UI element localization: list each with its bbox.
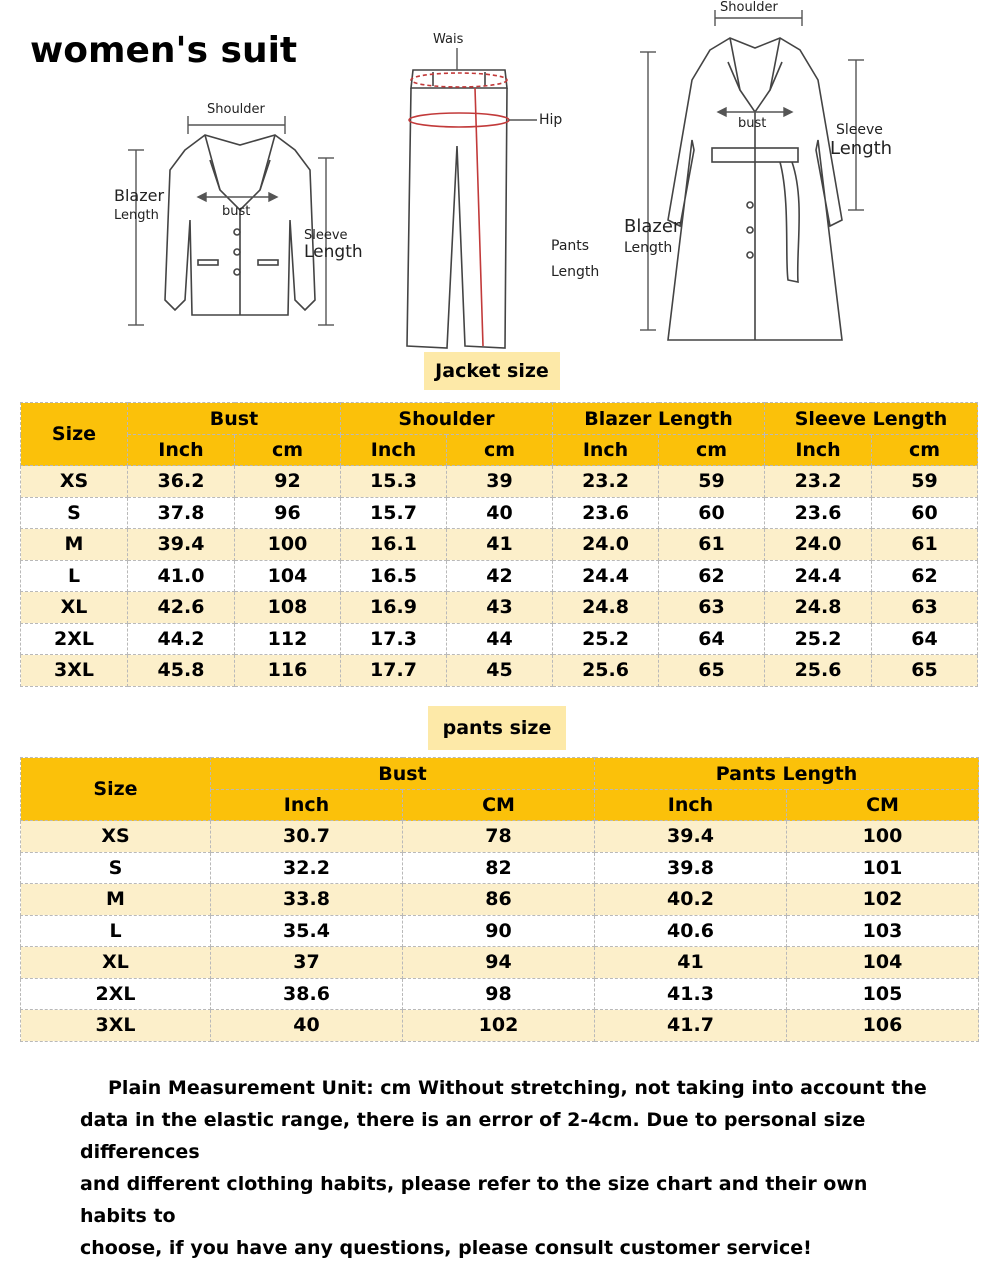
shoulder-header: Shoulder [341, 403, 553, 435]
value-cell: 15.3 [341, 466, 447, 498]
table-row [21, 821, 979, 853]
value-cell: 25.6 [765, 655, 872, 687]
value-cell: 39 [447, 466, 553, 498]
value-cell: 39.4 [595, 821, 787, 853]
value-cell: 23.6 [553, 497, 659, 529]
size-cell: S [21, 852, 211, 884]
sleeve-length-label-1: Sleeve [304, 228, 348, 243]
size-cell: M [21, 529, 128, 561]
unit-header: cm [235, 435, 341, 466]
value-cell: 30.7 [211, 821, 403, 853]
unit-header: CM [787, 790, 979, 821]
value-cell: 101 [787, 852, 979, 884]
size-cell: 3XL [21, 655, 128, 687]
value-cell: 45 [447, 655, 553, 687]
unit-header: cm [447, 435, 553, 466]
measurement-note [80, 1072, 940, 1264]
blazer-length-label-2: Length [114, 208, 159, 223]
table-row [21, 978, 979, 1010]
value-cell: 40.2 [595, 884, 787, 916]
value-cell: 25.6 [553, 655, 659, 687]
value-cell: 104 [787, 947, 979, 979]
value-cell: 65 [872, 655, 978, 687]
note-line: and different clothing habits, please refer to the size chart and their own habits to [80, 1173, 868, 1227]
value-cell: 63 [872, 592, 978, 624]
value-cell: 39.8 [595, 852, 787, 884]
unit-header: Inch [211, 790, 403, 821]
note-line: choose, if you have any questions, please consult customer service! [80, 1237, 812, 1259]
table-row [21, 915, 979, 947]
jacket-size-label: Jacket size [424, 352, 560, 390]
value-cell: 17.7 [341, 655, 447, 687]
value-cell: 86 [403, 884, 595, 916]
size-cell: 3XL [21, 1010, 211, 1042]
size-header: Size [21, 758, 211, 821]
value-cell: 16.9 [341, 592, 447, 624]
value-cell: 16.5 [341, 560, 447, 592]
bust-label: bust [222, 204, 251, 219]
coat-bust-label: bust [738, 116, 767, 131]
value-cell: 32.2 [211, 852, 403, 884]
size-cell: XL [21, 947, 211, 979]
sleeve-length-label-2: Length [304, 242, 363, 262]
unit-header: CM [403, 790, 595, 821]
blazer-diagram [110, 100, 370, 340]
value-cell: 64 [872, 623, 978, 655]
value-cell: 37.8 [128, 497, 235, 529]
value-cell: 41 [447, 529, 553, 561]
table-row [21, 529, 978, 561]
size-cell: S [21, 497, 128, 529]
value-cell: 104 [235, 560, 341, 592]
value-cell: 23.2 [553, 466, 659, 498]
value-cell: 64 [659, 623, 765, 655]
unit-header: Inch [341, 435, 447, 466]
pants-illustration [395, 28, 615, 358]
value-cell: 103 [787, 915, 979, 947]
value-cell: 105 [787, 978, 979, 1010]
sleeve-length-header: Sleeve Length [765, 403, 978, 435]
value-cell: 43 [447, 592, 553, 624]
size-cell: L [21, 915, 211, 947]
size-cell: XS [21, 821, 211, 853]
size-cell: M [21, 884, 211, 916]
note-line: Plain Measurement Unit: cm Without stretching, not taking into account the [108, 1077, 927, 1099]
size-cell: XS [21, 466, 128, 498]
size-cell: 2XL [21, 623, 128, 655]
value-cell: 23.6 [765, 497, 872, 529]
value-cell: 41 [595, 947, 787, 979]
value-cell: 25.2 [765, 623, 872, 655]
value-cell: 59 [872, 466, 978, 498]
coat-shoulder-label: Shoulder [720, 0, 778, 15]
value-cell: 112 [235, 623, 341, 655]
bust-header: Bust [211, 758, 595, 790]
pants-length-label-2: Length [551, 264, 600, 280]
size-cell: L [21, 560, 128, 592]
table-row [21, 560, 978, 592]
unit-header: cm [872, 435, 978, 466]
value-cell: 42 [447, 560, 553, 592]
value-cell: 33.8 [211, 884, 403, 916]
value-cell: 45.8 [128, 655, 235, 687]
value-cell: 78 [403, 821, 595, 853]
value-cell: 59 [659, 466, 765, 498]
pants-length-header: Pants Length [595, 758, 979, 790]
table-row [21, 655, 978, 687]
value-cell: 44 [447, 623, 553, 655]
value-cell: 25.2 [553, 623, 659, 655]
table-row [21, 592, 978, 624]
size-cell: XL [21, 592, 128, 624]
value-cell: 17.3 [341, 623, 447, 655]
coat-blazer-length-label-2: Length [624, 240, 673, 256]
unit-header: Inch [553, 435, 659, 466]
value-cell: 16.1 [341, 529, 447, 561]
value-cell: 23.2 [765, 466, 872, 498]
value-cell: 35.4 [211, 915, 403, 947]
value-cell: 41.7 [595, 1010, 787, 1042]
value-cell: 36.2 [128, 466, 235, 498]
value-cell: 41.3 [595, 978, 787, 1010]
unit-header: Inch [765, 435, 872, 466]
value-cell: 98 [403, 978, 595, 1010]
size-cell: 2XL [21, 978, 211, 1010]
value-cell: 96 [235, 497, 341, 529]
value-cell: 63 [659, 592, 765, 624]
note-line: data in the elastic range, there is an error of 2-4cm. Due to personal size differences [80, 1109, 866, 1163]
value-cell: 60 [659, 497, 765, 529]
value-cell: 24.0 [553, 529, 659, 561]
value-cell: 62 [659, 560, 765, 592]
value-cell: 100 [235, 529, 341, 561]
table-row [21, 884, 979, 916]
value-cell: 37 [211, 947, 403, 979]
bust-header: Bust [128, 403, 341, 435]
pants-size-label: pants size [428, 706, 566, 750]
value-cell: 62 [872, 560, 978, 592]
coat-diagram [620, 0, 893, 355]
value-cell: 15.7 [341, 497, 447, 529]
value-cell: 116 [235, 655, 341, 687]
table-row [21, 1010, 979, 1042]
value-cell: 61 [659, 529, 765, 561]
value-cell: 24.8 [553, 592, 659, 624]
value-cell: 24.0 [765, 529, 872, 561]
size-header: Size [21, 403, 128, 466]
jacket-size-table [20, 402, 978, 687]
coat-illustration [620, 0, 893, 355]
table-row [21, 947, 979, 979]
value-cell: 61 [872, 529, 978, 561]
unit-header: cm [659, 435, 765, 466]
value-cell: 90 [403, 915, 595, 947]
value-cell: 44.2 [128, 623, 235, 655]
blazer-length-header: Blazer Length [553, 403, 765, 435]
value-cell: 38.6 [211, 978, 403, 1010]
shoulder-label: Shoulder [207, 102, 265, 117]
value-cell: 40.6 [595, 915, 787, 947]
value-cell: 60 [872, 497, 978, 529]
coat-sleeve-length-label-1: Sleeve [836, 122, 883, 138]
hip-label: Hip [539, 112, 563, 128]
pants-size-table [20, 757, 979, 1042]
value-cell: 39.4 [128, 529, 235, 561]
table-row [21, 497, 978, 529]
page-title: women's suit [30, 30, 298, 71]
value-cell: 106 [787, 1010, 979, 1042]
value-cell: 94 [403, 947, 595, 979]
coat-sleeve-length-label-2: Length [830, 138, 893, 159]
value-cell: 82 [403, 852, 595, 884]
value-cell: 42.6 [128, 592, 235, 624]
pants-diagram [395, 28, 615, 358]
value-cell: 40 [211, 1010, 403, 1042]
value-cell: 41.0 [128, 560, 235, 592]
value-cell: 24.4 [765, 560, 872, 592]
table-row [21, 623, 978, 655]
value-cell: 40 [447, 497, 553, 529]
unit-header: Inch [595, 790, 787, 821]
table-row [21, 466, 978, 498]
coat-blazer-length-label-1: Blazer [624, 216, 681, 237]
value-cell: 24.8 [765, 592, 872, 624]
value-cell: 65 [659, 655, 765, 687]
unit-header: Inch [128, 435, 235, 466]
value-cell: 102 [403, 1010, 595, 1042]
blazer-length-label-1: Blazer [114, 186, 165, 205]
pants-length-label-1: Pants [551, 238, 590, 254]
value-cell: 102 [787, 884, 979, 916]
value-cell: 24.4 [553, 560, 659, 592]
table-row [21, 852, 979, 884]
value-cell: 92 [235, 466, 341, 498]
value-cell: 108 [235, 592, 341, 624]
value-cell: 100 [787, 821, 979, 853]
waist-label: Wais [433, 32, 464, 47]
